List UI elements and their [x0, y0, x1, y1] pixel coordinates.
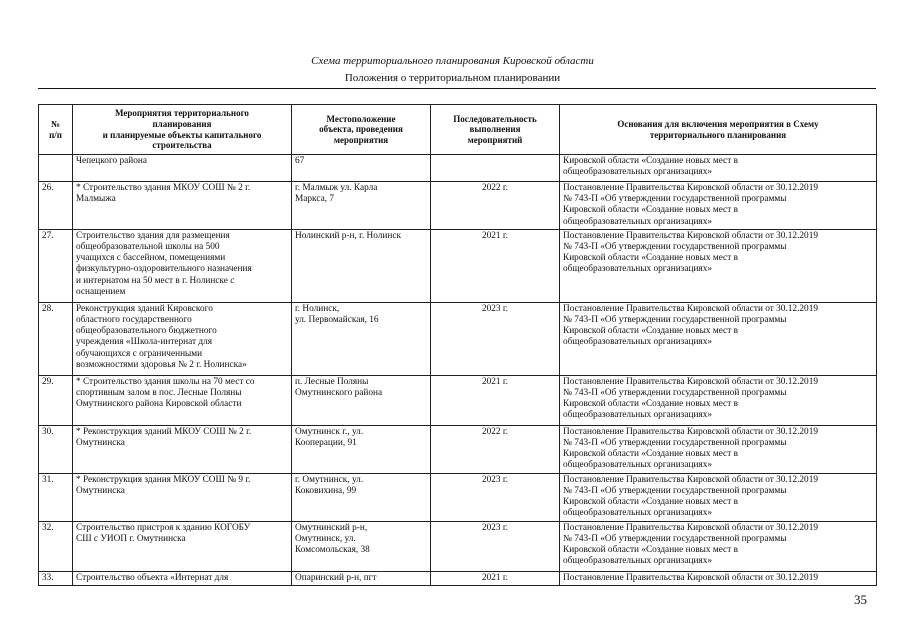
cell-basis: Постановление Правительства Кировской области от 30.12.2019 № 743-П «Об утверждении государственной программы Кировской области «Создание новых мест в общеобразовательных организациях» — [560, 375, 877, 425]
cell-event: * Строительство здания школы на 70 мест со спортивным залом в пос. Лесные Поляны Омутнинского района Кировской области — [73, 375, 292, 425]
cell-location: г. Малмыж ул. Карла Маркса, 7 — [292, 182, 431, 230]
cell-basis: Кировской области «Создание новых мест в общеобразовательных организациях» — [560, 155, 877, 182]
cell-location: г. Нолинск, ул. Первомайская, 16 — [292, 302, 431, 375]
planning-table — [38, 104, 877, 586]
table-header-row — [39, 105, 877, 155]
cell-basis: Постановление Правительства Кировской области от 30.12.2019 № 743-П «Об утверждении государственной программы Кировской области «Создание новых мест в общеобразовательных организациях» — [560, 302, 877, 375]
cell-number — [39, 155, 73, 182]
cell-location: Омутнинский р-н, Омутнинск, ул. Комсомольская, 38 — [292, 521, 431, 571]
page-number: 35 — [854, 592, 867, 607]
column-header-event: Мероприятия территориального планирования и планируемые объекты капитального строительства — [73, 105, 292, 155]
cell-event: Строительство здания для размещения общеобразовательной школы на 500 учащихся с бассейном, помещениями физкультурно-оздоровительного назначения и интернатом на 50 мест в г. Нолинске с оснащением — [73, 229, 292, 302]
cell-number: 31. — [39, 473, 73, 521]
cell-order: 2021 г. — [431, 375, 560, 425]
column-header-order: Последовательность выполнения мероприятий — [431, 105, 560, 155]
cell-basis: Постановление Правительства Кировской области от 30.12.2019 — [560, 571, 877, 585]
cell-event: * Реконструкция здания МКОУ СОШ № 9 г. Омутнинска — [73, 473, 292, 521]
cell-location: Омутнинск г., ул. Кооперации, 91 — [292, 425, 431, 473]
cell-basis: Постановление Правительства Кировской области от 30.12.2019 № 743-П «Об утверждении государственной программы Кировской области «Создание новых мест в общеобразовательных организациях» — [560, 425, 877, 473]
cell-number: 29. — [39, 375, 73, 425]
cell-location: п. Лесные Поляны Омутнинского района — [292, 375, 431, 425]
cell-location: г. Омутнинск, ул. Коковихина, 99 — [292, 473, 431, 521]
document-title: Схема территориального планирования Кировской области — [311, 55, 594, 67]
cell-basis: Постановление Правительства Кировской области от 30.12.2019 № 743-П «Об утверждении государственной программы Кировской области «Создание новых мест в общеобразовательных организациях» — [560, 473, 877, 521]
column-header-basis: Основания для включения мероприятия в Схему территориального планирования — [560, 105, 877, 155]
column-header-number: № п/п — [39, 105, 73, 155]
cell-order — [431, 155, 560, 182]
cell-number: 32. — [39, 521, 73, 571]
cell-order: 2022 г. — [431, 425, 560, 473]
table-row — [39, 229, 877, 302]
table-row — [39, 521, 877, 571]
document-subtitle: Положения о территориальном планировании — [344, 72, 561, 84]
cell-number: 33. — [39, 571, 73, 585]
cell-basis: Постановление Правительства Кировской области от 30.12.2019 № 743-П «Об утверждении государственной программы Кировской области «Создание новых мест в общеобразовательных организациях» — [560, 229, 877, 302]
cell-number: 27. — [39, 229, 73, 302]
cell-number: 28. — [39, 302, 73, 375]
cell-order: 2022 г. — [431, 182, 560, 230]
cell-basis: Постановление Правительства Кировской области от 30.12.2019 № 743-П «Об утверждении государственной программы Кировской области «Создание новых мест в общеобразовательных организациях» — [560, 182, 877, 230]
table-row — [39, 571, 877, 585]
cell-event: Строительство объекта «Интернат для — [73, 571, 292, 585]
cell-event: Реконструкция зданий Кировского областного государственного общеобразовательного бюджетного учреждения «Школа-интернат для обучающихся с ограниченными возможностями здоровья № 2 г. Нолинска» — [73, 302, 292, 375]
table-row — [39, 473, 877, 521]
cell-order: 2023 г. — [431, 521, 560, 571]
cell-location: Опаринский р-н, пгт — [292, 571, 431, 585]
cell-basis: Постановление Правительства Кировской области от 30.12.2019 № 743-П «Об утверждении государственной программы Кировской области «Создание новых мест в общеобразовательных организациях» — [560, 521, 877, 571]
cell-order: 2021 г. — [431, 571, 560, 585]
cell-event: Строительство пристроя к зданию КОГОБУ СШ с УИОП г. Омутнинска — [73, 521, 292, 571]
column-header-location: Местоположение объекта, проведения мероприятия — [292, 105, 431, 155]
header-divider — [38, 88, 876, 89]
table-row — [39, 375, 877, 425]
cell-event: * Строительство здания МКОУ СОШ № 2 г. Малмыжа — [73, 182, 292, 230]
cell-event: Чепецкого района — [73, 155, 292, 182]
cell-event: * Реконструкция зданий МКОУ СОШ № 2 г. Омутнинска — [73, 425, 292, 473]
table-row — [39, 155, 877, 182]
cell-location: Нолинский р-н, г. Нолинск — [292, 229, 431, 302]
table-row — [39, 182, 877, 230]
table-row — [39, 302, 877, 375]
cell-location: 67 — [292, 155, 431, 182]
cell-order: 2023 г. — [431, 302, 560, 375]
cell-number: 26. — [39, 182, 73, 230]
cell-number: 30. — [39, 425, 73, 473]
table-row — [39, 425, 877, 473]
cell-order: 2023 г. — [431, 473, 560, 521]
cell-order: 2021 г. — [431, 229, 560, 302]
